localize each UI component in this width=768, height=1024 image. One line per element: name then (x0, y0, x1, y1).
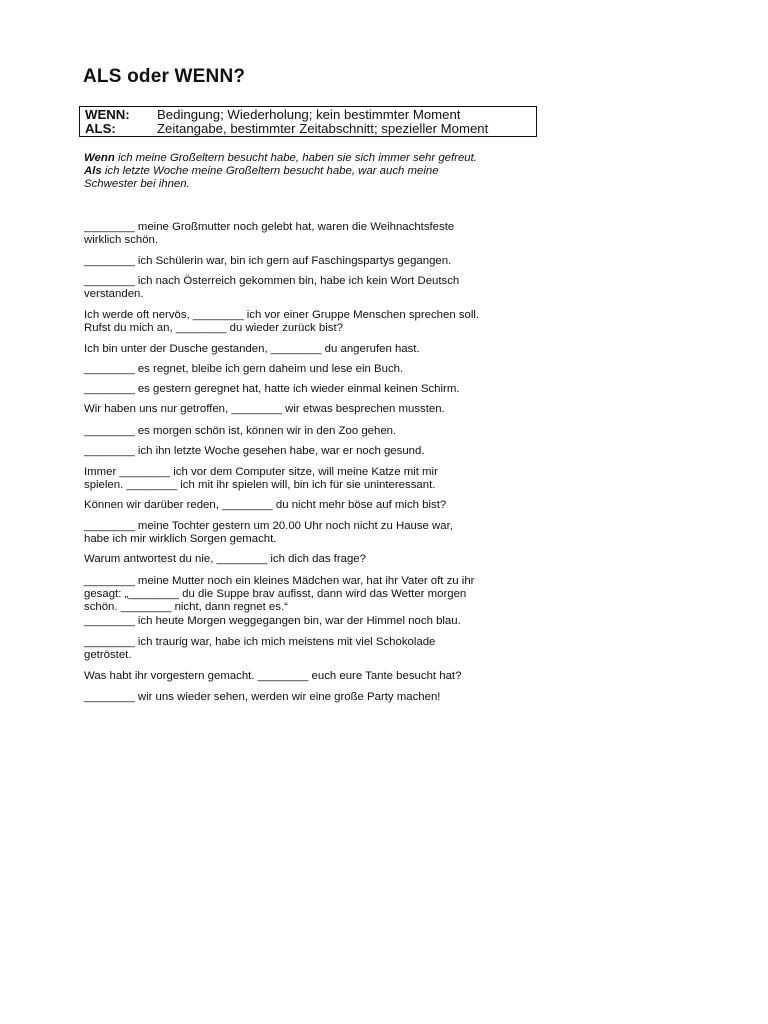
definition-box (79, 106, 537, 137)
exercise-line: Ich werde oft nervös, ________ ich vor einer Gruppe Menschen sprechen soll. (84, 309, 480, 321)
exercise-item (84, 363, 544, 376)
exercise-line: Rufst du mich an, ________ du wieder zurück bist? (84, 322, 343, 335)
exercise-line: ________ meine Tochter gestern um 20.00 Uhr noch nicht zu Hause war, (84, 520, 453, 532)
page-title: ALS oder WENN? (83, 66, 246, 87)
exercise-item (84, 221, 544, 247)
exercise-line: schön. ________ nicht, dann regnet es.“ (84, 601, 288, 614)
exercise-line: ________ ich Schülerin war, bin ich gern auf Faschingspartys gegangen. (84, 255, 452, 267)
exercise-line: Was habt ihr vorgestern gemacht. ________ euch eure Tante besucht hat? (84, 670, 462, 682)
exercise-line: ________ es regnet, bleibe ich gern daheim und lese ein Buch. (84, 363, 404, 375)
exercise-item (84, 309, 544, 335)
example-keyword: Wenn (84, 152, 115, 164)
definition-key: ALS: (85, 121, 116, 136)
exercise-item (84, 445, 544, 458)
exercise-line: ________ meine Großmutter noch gelebt hat, waren die Weihnachtsfeste (84, 221, 455, 233)
exercise-line: ________ ich nach Österreich gekommen bin, habe ich kein Wort Deutsch (84, 275, 460, 287)
exercise-line: Können wir darüber reden, ________ du nicht mehr böse auf mich bist? (84, 499, 447, 511)
exercise-line: ________ ich heute Morgen weggegangen bin, war der Himmel noch blau. (84, 614, 461, 627)
exercise-line: ________ ich traurig war, habe ich mich meistens mit viel Schokolade (84, 636, 436, 648)
exercise-line: Immer ________ ich vor dem Computer sitze, will meine Katze mit mir (84, 466, 438, 478)
exercise-line: verstanden. (84, 288, 144, 301)
exercise-line: ________ meine Mutter noch ein kleines Mädchen war, hat ihr Vater oft zu ihr (84, 575, 475, 587)
exercise-item (84, 403, 544, 416)
exercise-line: wirklich schön. (84, 234, 159, 247)
exercise-item (84, 499, 544, 512)
example-keyword: Als (84, 165, 102, 178)
definition-text: Zeitangabe, bestimmter Zeitabschnitt; spezieller Moment (157, 121, 489, 136)
exercise-line: spielen. ________ ich mit ihr spielen will, bin ich für sie uninteressant. (84, 479, 436, 492)
exercise-item (84, 383, 544, 396)
example-sentences (84, 152, 544, 192)
exercise-item (84, 425, 544, 438)
exercise-line: ________ wir uns wieder sehen, werden wir eine große Party machen! (84, 691, 441, 703)
exercise-line: ________ es morgen schön ist, können wir in den Zoo gehen. (84, 425, 397, 437)
example-line: Schwester bei ihnen. (84, 178, 190, 191)
exercise-item (84, 255, 544, 268)
exercise-item (84, 520, 544, 546)
exercise-line: gesagt: „________ du die Suppe brav aufisst, dann wird das Wetter morgen (84, 588, 467, 601)
exercise-item (84, 636, 544, 662)
example-line: Wenn ich meine Großeltern besucht habe, haben sie sich immer sehr gefreut. (84, 152, 477, 164)
exercise-item (84, 575, 544, 628)
exercise-line: getröstet. (84, 649, 132, 662)
exercise-line: ________ ich ihn letzte Woche gesehen habe, war er noch gesund. (84, 445, 425, 457)
definition-key: WENN: (85, 107, 130, 122)
exercise-line: Warum antwortest du nie, ________ ich dich das frage? (84, 553, 366, 565)
exercise-item (84, 691, 544, 704)
exercise-line: Wir haben uns nur getroffen, ________ wir etwas besprechen mussten. (84, 403, 445, 415)
definition-text: Bedingung; Wiederholung; kein bestimmter Moment (157, 107, 461, 122)
exercise-line: ________ es gestern geregnet hat, hatte ich wieder einmal keinen Schirm. (84, 383, 460, 395)
exercise-item (84, 553, 544, 566)
example-line: Als ich letzte Woche meine Großeltern besucht habe, war auch meine (84, 165, 439, 178)
exercise-line: Ich bin unter der Dusche gestanden, ________ du angerufen hast. (84, 343, 420, 355)
exercise-item (84, 670, 544, 683)
exercise-item (84, 343, 544, 356)
exercise-item (84, 275, 544, 301)
exercise-line: habe ich mir wirklich Sorgen gemacht. (84, 533, 277, 546)
exercise-item (84, 466, 544, 492)
